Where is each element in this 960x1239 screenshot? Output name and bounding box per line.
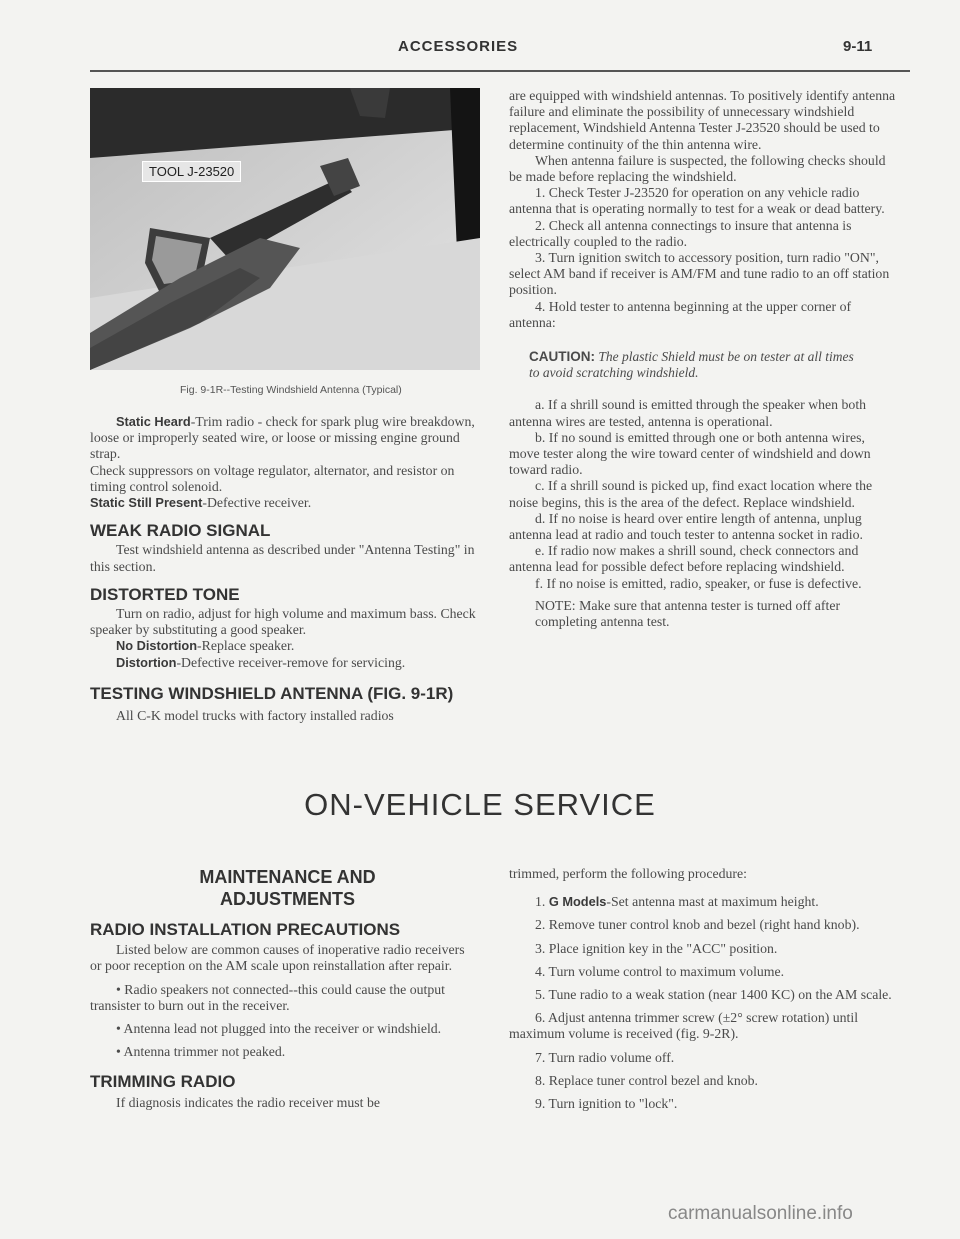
- testing-antenna-heading: TESTING WINDSHIELD ANTENNA (FIG. 9-1R): [90, 683, 454, 703]
- no-distortion-paragraph: [90, 638, 478, 654]
- trim-step-1: [509, 894, 897, 910]
- static-heard-paragraph: [90, 414, 478, 463]
- check-step-3: 3. Turn ignition switch to accessory position, turn radio "ON", select AM band if receiver is AM/FM and tune radio to an off station position.: [509, 250, 890, 298]
- lower-left-column: [90, 922, 478, 1111]
- maintenance-heading: [120, 866, 455, 910]
- distortion-label: Distortion: [116, 654, 177, 670]
- trimming-text: If diagnosis indicates the radio receiver must be: [116, 1094, 380, 1110]
- left-column: [90, 414, 478, 724]
- trim-step-9: 9. Turn ignition to "lock".: [535, 1096, 678, 1112]
- no-distortion-label: No Distortion: [116, 638, 198, 654]
- precaution-bullet-2: • Antenna lead not plugged into the receiver or windshield.: [116, 1021, 442, 1037]
- precaution-bullet-3: • Antenna trimmer not peaked.: [116, 1044, 286, 1060]
- static-still-label: Static Still Present: [90, 495, 203, 511]
- static-heard-text: -Trim radio - check for spark plug wire breakdown, loose or improperly seated wire, or loose or missing engine ground strap.: [90, 414, 475, 462]
- distorted-tone-heading: DISTORTED TONE: [90, 584, 240, 604]
- antenna-intro-text: are equipped with windshield antennas. To positively identify antenna failure and eliminate the possibility of unnecessary windshield replacement, Windshield Antenna Tester J-23520 should be used to determine continuity of the thin antenna wire.: [509, 88, 896, 152]
- check-step-4: 4. Hold tester to antenna beginning at the upper corner of antenna:: [509, 298, 852, 330]
- substep-c: c. If a shrill sound is picked up, find exact location where the noise begins, this is the area of the defect. Replace windshield.: [509, 478, 873, 510]
- trim-step-4: 4. Turn volume control to maximum volume.: [535, 963, 785, 979]
- note-text: NOTE: Make sure that antenna tester is turned off after completing antenna test.: [535, 597, 841, 630]
- maintenance-heading-line-1: MAINTENANCE AND: [199, 867, 376, 887]
- tool-label: TOOL J-23520: [142, 161, 241, 182]
- distorted-tone-text: Turn on radio, adjust for high volume and maximum bass. Check speaker by substituting a good speaker.: [90, 606, 476, 638]
- static-still-paragraph: [90, 495, 478, 511]
- caution-text: The plastic Shield must be on tester at all times to avoid scratching windshield.: [529, 349, 854, 381]
- page-header-title: ACCESSORIES: [398, 38, 519, 55]
- caution-label: CAUTION:: [529, 349, 595, 365]
- figure-caption: Fig. 9-1R--Testing Windshield Antenna (Typical): [180, 384, 402, 396]
- antenna-test-photo: [90, 88, 480, 370]
- static-still-text: -Defective receiver.: [202, 495, 312, 511]
- antenna-checks-text: When antenna failure is suspected, the following checks should be made before replacing the windshield.: [509, 152, 886, 185]
- lower-right-column: [509, 866, 897, 1112]
- trimming-heading: TRIMMING RADIO: [90, 1072, 236, 1092]
- substep-f: f. If no noise is emitted, radio, speaker, or fuse is defective.: [535, 575, 862, 591]
- check-step-2: 2. Check all antenna connectings to insure that antenna is electrically coupled to the radio.: [509, 217, 852, 249]
- header-rule: [90, 70, 910, 72]
- trim-step-3: 3. Place ignition key in the "ACC" position.: [535, 940, 778, 956]
- check-suppressors-text: Check suppressors on voltage regulator, alternator, and resistor on timing control solenoid.: [90, 462, 455, 494]
- precautions-text: Listed below are common causes of inoperative radio receivers or poor reception on the AM scale upon reinstallation after repair.: [90, 942, 465, 974]
- weak-signal-heading: WEAK RADIO SIGNAL: [90, 521, 271, 541]
- distortion-paragraph: [90, 655, 478, 671]
- g-models-label: G Models: [548, 894, 607, 910]
- static-heard-label: Static Heard: [116, 414, 191, 429]
- trim-step-1-number: 1.: [535, 894, 546, 910]
- trim-step-7: 7. Turn radio volume off.: [535, 1049, 675, 1065]
- weak-signal-text: Test windshield antenna as described under "Antenna Testing" in this section.: [90, 542, 475, 574]
- trim-step-8: 8. Replace tuner control bezel and knob.: [535, 1072, 758, 1088]
- watermark: carmanualsonline.info: [668, 1203, 853, 1224]
- substep-b: b. If no sound is emitted through one or both antenna wires, move tester along the wire toward center of windshield and down toward radio.: [509, 429, 871, 478]
- substep-a: a. If a shrill sound is emitted through the speaker when both antenna wires are tested, antenna is operational.: [509, 397, 867, 429]
- distortion-text: -Defective receiver-remove for servicing.: [176, 654, 406, 670]
- precaution-bullet-1: • Radio speakers not connected--this could cause the output transister to burn out in the receiver.: [90, 981, 445, 1013]
- substep-d: d. If no noise is heard over entire length of antenna, unplug antenna lead at radio and touch tester to antenna socket in radio.: [509, 510, 863, 543]
- check-step-1: 1. Check Tester J-23520 for operation on any vehicle radio antenna that is operating normally to test for a weak or dead battery.: [509, 185, 885, 217]
- section-title: ON-VEHICLE SERVICE: [304, 787, 656, 822]
- photo-illustration: [90, 88, 480, 370]
- trim-step-6: 6. Adjust antenna trimmer screw (±2° screw rotation) until maximum volume is received (fig. 9-2R).: [509, 1010, 859, 1042]
- no-distortion-text: -Replace speaker.: [197, 638, 295, 654]
- trim-step-2: 2. Remove tuner control knob and bezel (right hand knob).: [535, 917, 860, 933]
- testing-antenna-text: All C-K model trucks with factory installed radios: [116, 707, 394, 723]
- trimmed-text: trimmed, perform the following procedure:: [509, 866, 747, 881]
- trim-step-5: 5. Tune radio to a weak station (near 1400 KC) on the AM scale.: [535, 987, 892, 1003]
- substep-e: e. If radio now makes a shrill sound, check connectors and antenna lead for possible defect before replacing windshield.: [509, 543, 859, 575]
- precautions-heading: RADIO INSTALLATION PRECAUTIONS: [90, 920, 401, 939]
- page-number: 9-11: [843, 38, 873, 55]
- right-column: [509, 88, 897, 630]
- maintenance-heading-line-2: ADJUSTMENTS: [219, 889, 355, 909]
- trim-step-1-text: -Set antenna mast at maximum height.: [606, 894, 819, 910]
- caution-note: [529, 349, 857, 381]
